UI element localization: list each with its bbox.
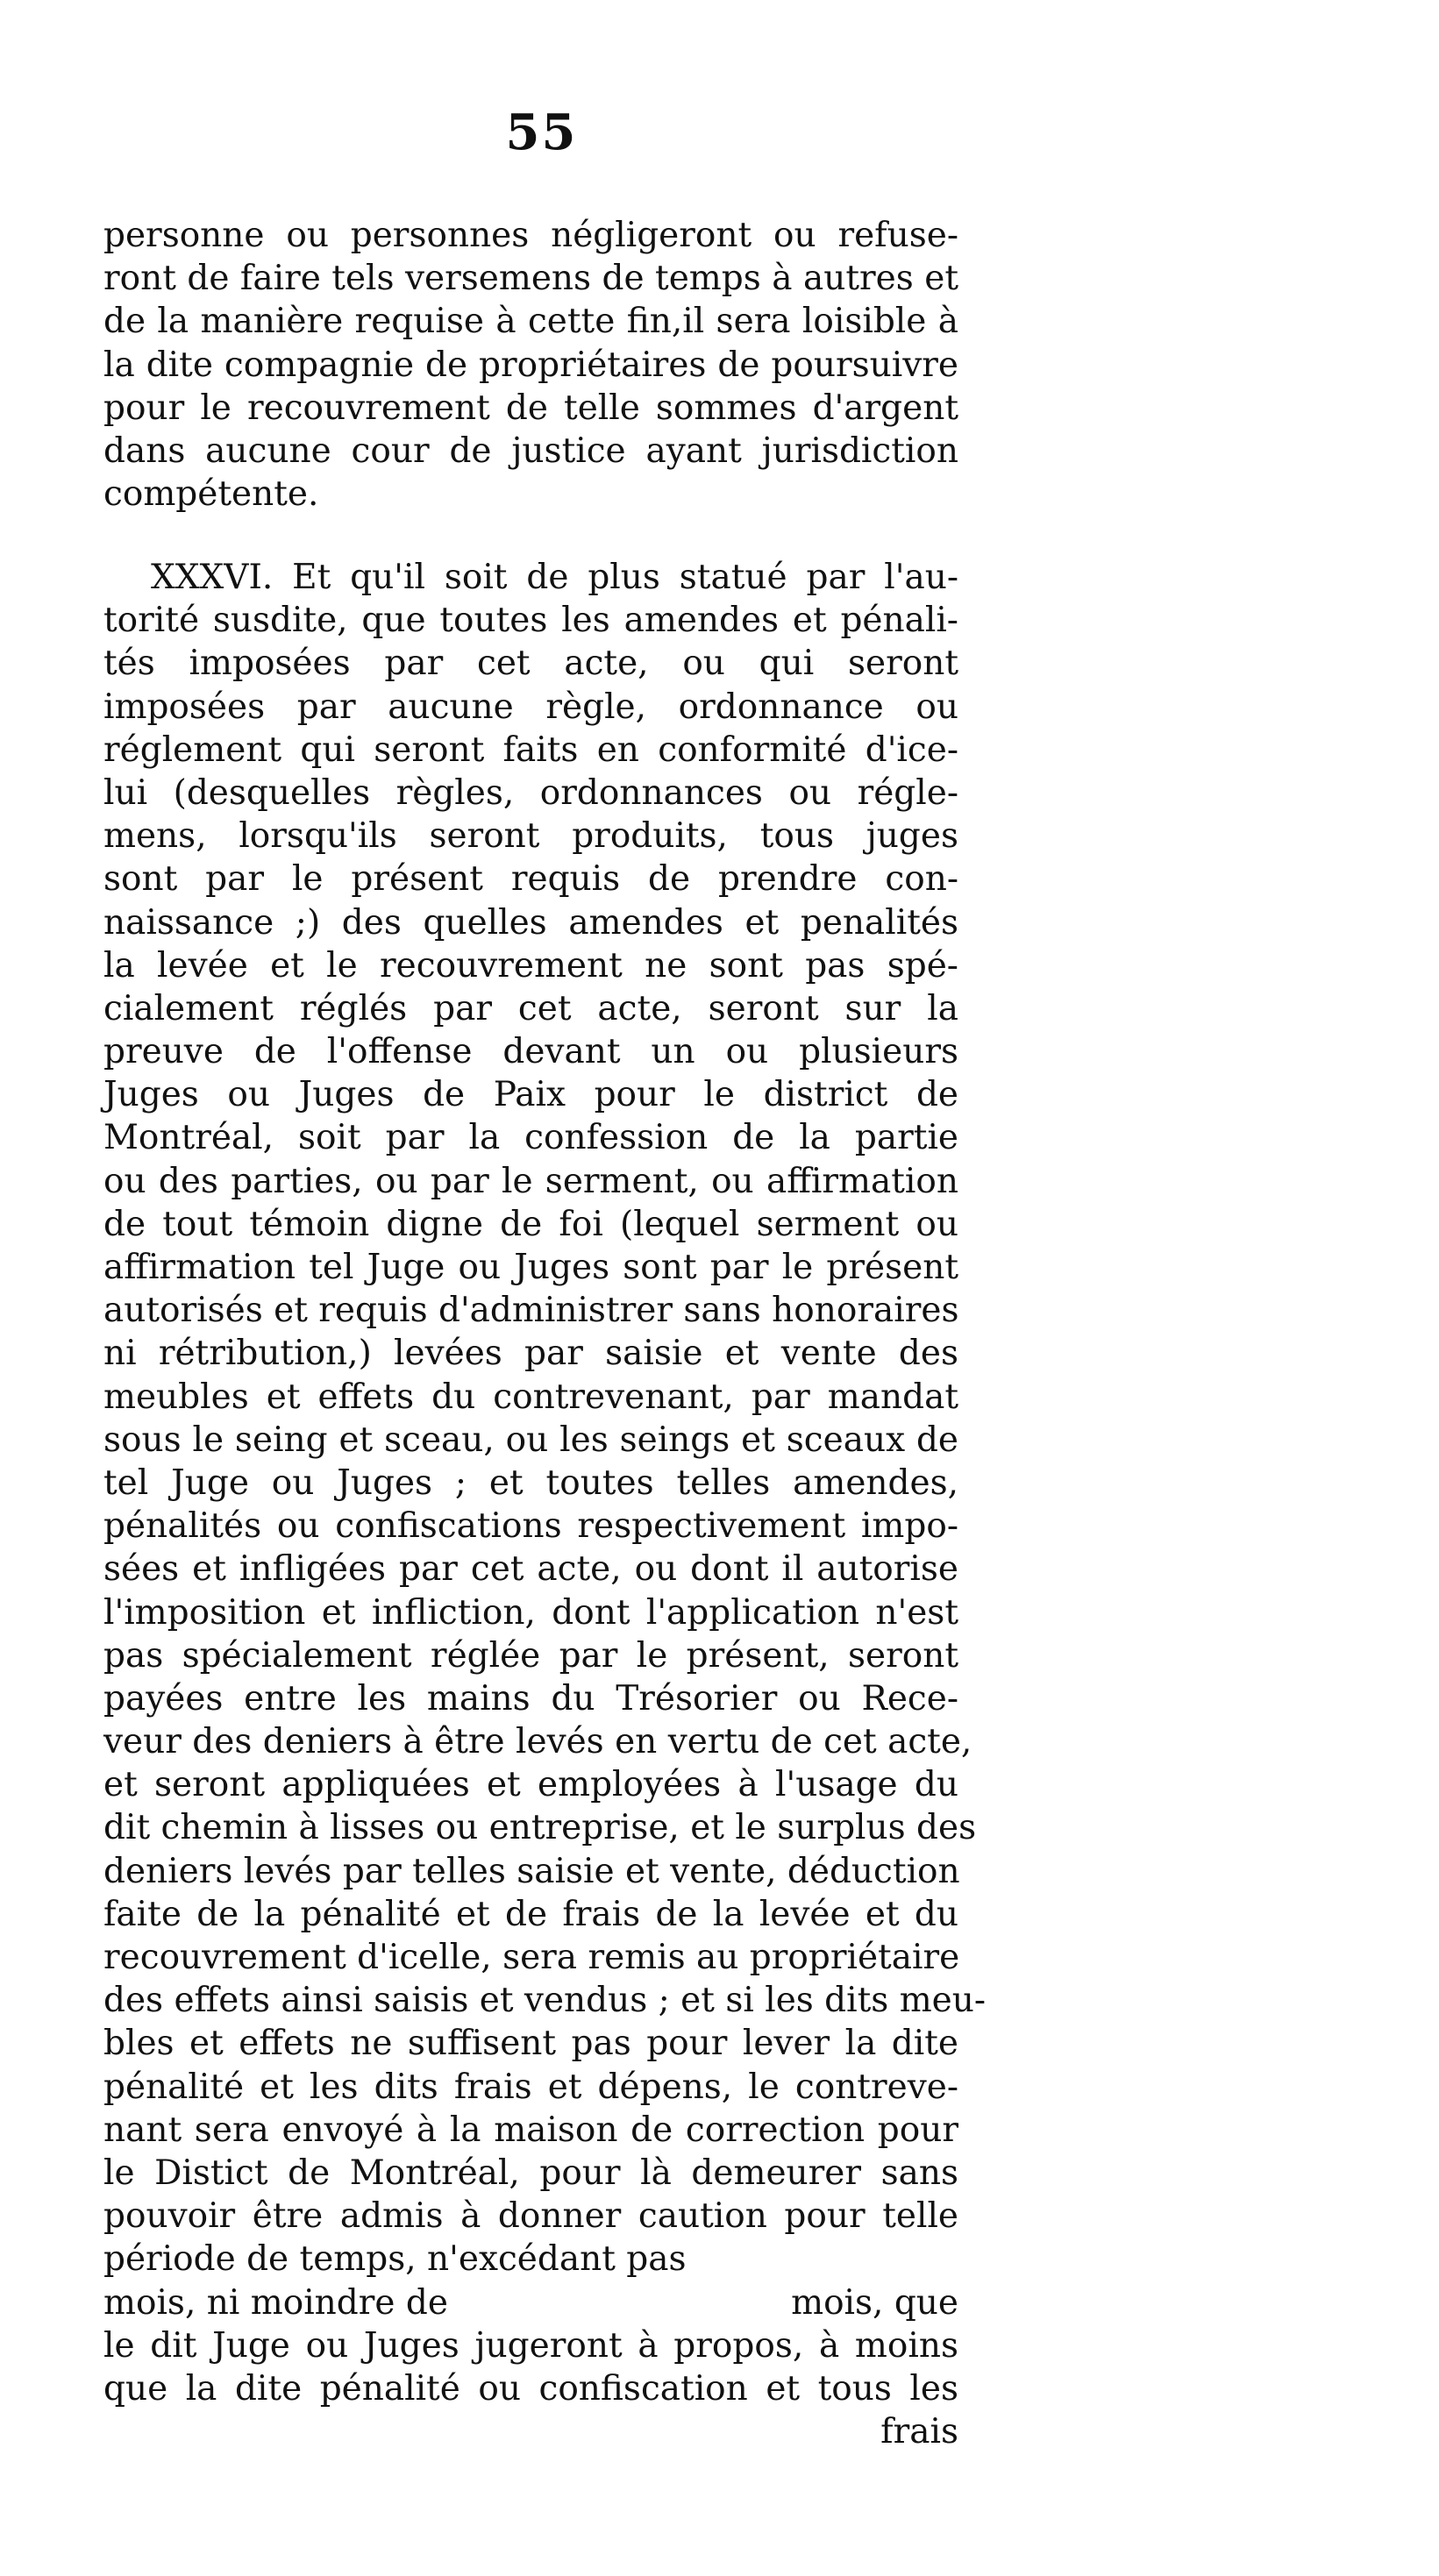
text-line: veur des deniers à être levés en vertu de cet acte,	[103, 1722, 972, 1762]
text-line: recouvrement d'icelle, sera remis au propriétaire	[103, 1938, 960, 1977]
text-line: lui (desquelles règles, ordonnances ou régle-	[103, 772, 958, 813]
text-line: sous le seing et sceau, ou les seings et sceaux de	[103, 1420, 958, 1460]
paragraph-2-article-xxxvi	[103, 556, 987, 2453]
text-line: de tout témoin digne de foi (lequel serment ou	[103, 1204, 958, 1244]
text-line: deniers levés par telles saisie et vente, déduction	[103, 1851, 960, 1891]
text-line: tel Juge ou Juges ; et toutes telles amendes,	[103, 1462, 958, 1503]
blank-line-left-text: mois, ni moindre de	[103, 2282, 448, 2323]
text-line: bles et effets ne suffisent pas pour lever la dite	[103, 2024, 958, 2064]
text-line-with-blank	[103, 2281, 958, 2324]
article-heading-line: XXXVI. Et qu'il soit de plus statué par l'au-	[151, 558, 958, 597]
text-line: tés imposées par cet acte, ou qui seront	[103, 644, 958, 684]
text-line: imposées par aucune règle, ordonnance ou	[103, 687, 958, 727]
text-line: ou des parties, ou par le serment, ou affirmation	[103, 1161, 958, 1201]
text-line: personne ou personnes négligeront ou refuse-	[103, 216, 958, 255]
text-line: dans aucune cour de justice ayant jurisdiction	[103, 431, 958, 471]
text-line: le dit Juge ou Juges jugeront à propos, à moins	[103, 2325, 958, 2366]
blank-line-right-text: mois, que	[791, 2282, 958, 2323]
text-line: pas spécialement réglée par le présent, seront	[103, 1635, 958, 1676]
text-line: pénalité et les dits frais et dépens, le contreve-	[103, 2067, 958, 2107]
text-line: ni rétribution,) levées par saisie et vente des	[103, 1334, 958, 1374]
text-line: naissance ;) des quelles amendes et penalités	[103, 902, 958, 943]
text-line: ront de faire tels versemens de temps à autres et	[103, 259, 958, 299]
text-line: l'imposition et infliction, dont l'application n'est	[103, 1592, 958, 1633]
text-line: meubles et effets du contrevenant, par mandat	[103, 1377, 958, 1417]
text-line: nant sera envoyé à la maison de correction pour	[103, 2110, 958, 2150]
text-line: que la dite pénalité ou confiscation et tous les	[103, 2368, 958, 2409]
text-line: affirmation tel Juge ou Juges sont par le présent	[103, 1248, 958, 1287]
text-line: mens, lorsqu'ils seront produits, tous juges	[103, 816, 958, 857]
text-line: Juges ou Juges de Paix pour le district de	[103, 1075, 958, 1115]
text-line: compétente.	[103, 474, 319, 515]
text-line: pour le recouvrement de telle sommes d'argent	[103, 388, 958, 428]
text-line: période de temps, n'excédant pas	[103, 2239, 687, 2280]
text-line: le Distict de Montréal, pour là demeurer sans	[103, 2153, 958, 2193]
paragraph-1	[103, 214, 958, 516]
text-line: Montréal, soit par la confession de la partie	[103, 1118, 958, 1158]
text-line: sées et infligées par cet acte, ou dont il autorise	[103, 1549, 958, 1590]
page-number: 55	[505, 103, 578, 161]
text-line: pouvoir être admis à donner caution pour telle	[103, 2196, 958, 2237]
text-line: réglement qui seront faits en conformité d'ice-	[103, 729, 958, 770]
text-line: de la manière requise à cette fin,il sera loisible à	[103, 302, 958, 342]
text-line: faite de la pénalité et de frais de la levée et du	[103, 1894, 958, 1934]
text-line: la dite compagnie de propriétaires de poursuivre	[103, 345, 958, 385]
text-line: payées entre les mains du Trésorier ou Rece-	[103, 1678, 958, 1719]
catchword: frais	[880, 2412, 958, 2452]
text-line: pénalités ou confiscations respectivement impo-	[103, 1506, 958, 1547]
text-line: sont par le présent requis de prendre con-	[103, 859, 958, 900]
text-line: dit chemin à lisses ou entreprise, et le surplus des	[103, 1808, 977, 1848]
text-line: torité susdite, que toutes les amendes et pénali-	[103, 601, 958, 641]
text-line: et seront appliquées et employées à l'usage du	[103, 1765, 958, 1805]
text-line: des effets ainsi saisis et vendus ; et si les dits meu-	[103, 1981, 987, 2021]
text-line: autorisés et requis d'administrer sans honoraires	[103, 1291, 959, 1331]
text-line: la levée et le recouvrement ne sont pas spé-	[103, 945, 958, 986]
text-line: cialement réglés par cet acte, seront sur la	[103, 988, 958, 1028]
text-line: preuve de l'offense devant un ou plusieurs	[103, 1032, 958, 1072]
